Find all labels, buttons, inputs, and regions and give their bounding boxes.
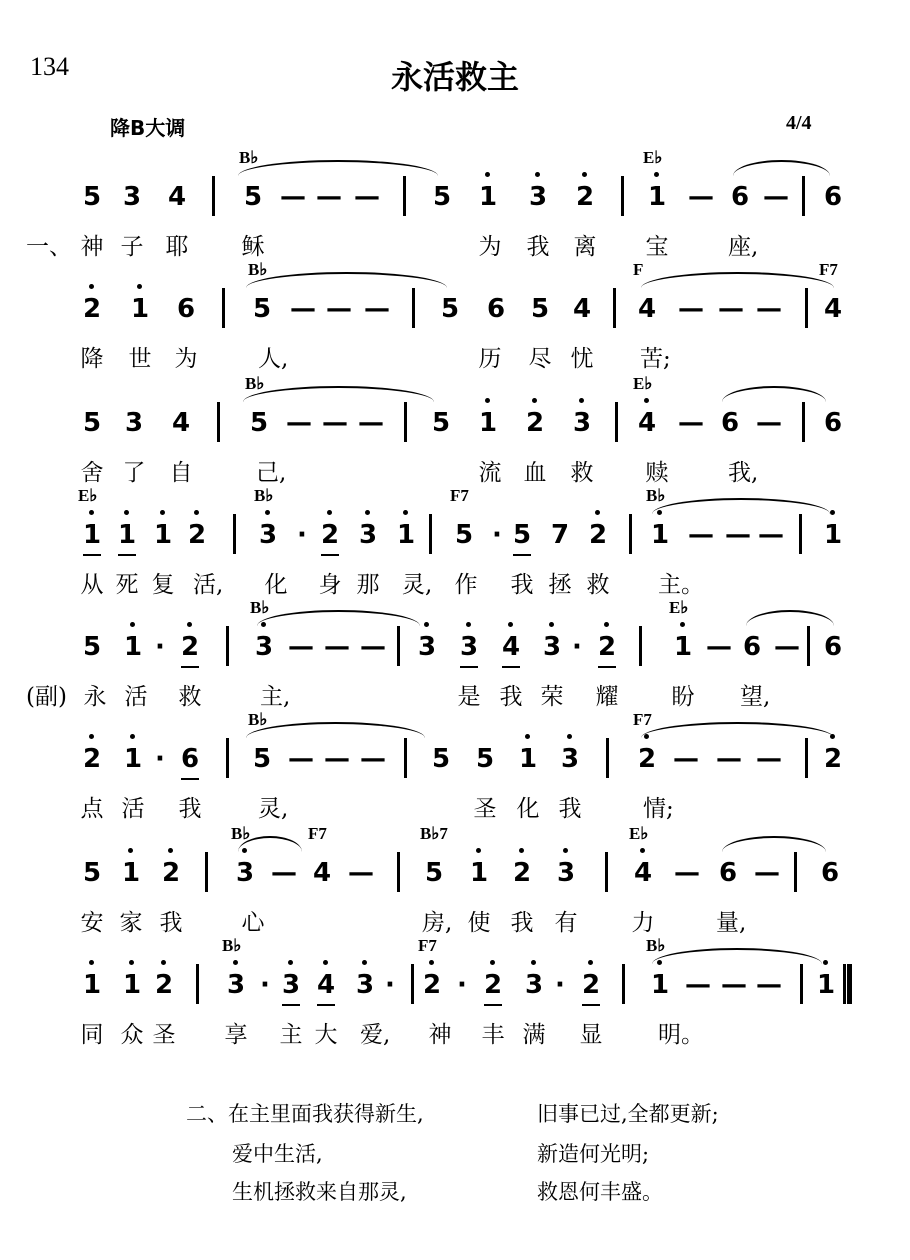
barline [233, 514, 236, 554]
note: 3 [252, 632, 276, 662]
staff-line [0, 936, 910, 1068]
note: 1 [128, 294, 152, 324]
lyric-syllable: 人, [258, 346, 289, 372]
lyric-syllable: 赎 [645, 460, 669, 486]
lyric-syllable: 量, [716, 910, 747, 936]
note: 6 [823, 408, 843, 438]
barline [615, 402, 618, 442]
time-signature: 4/4 [786, 112, 812, 134]
lyric-syllable: 为 [478, 234, 502, 260]
note: 2 [80, 744, 104, 774]
note: 2 [159, 858, 183, 888]
barline [629, 514, 632, 554]
barline [411, 964, 414, 1004]
lyric-syllable: 永 [83, 684, 107, 710]
lyric-syllable: 子 [120, 234, 144, 260]
dot: · [155, 632, 165, 662]
dot: · [492, 520, 502, 550]
note: 5 [82, 182, 102, 212]
barline [807, 626, 810, 666]
note: 5 [82, 408, 102, 438]
final-barline [843, 964, 852, 1004]
lyric-syllable: 盼 [671, 684, 695, 710]
barline [397, 852, 400, 892]
lyric-syllable: 我 [558, 796, 582, 822]
lyric-syllable: 化 [516, 796, 540, 822]
lyric-syllable: 化 [264, 572, 288, 598]
staff-line [0, 710, 910, 842]
lyric-syllable: 我 [178, 796, 202, 822]
staff-line [0, 486, 910, 618]
dash: — [756, 744, 782, 774]
note: 5 [432, 182, 452, 212]
lyric-syllable: 身 [318, 572, 342, 598]
barline [605, 852, 608, 892]
lyric-syllable: 稣 [241, 234, 265, 260]
lyric-syllable: 离 [573, 234, 597, 260]
chord-symbol: B♭ [239, 148, 259, 167]
lyric-syllable: 了 [122, 460, 146, 486]
chord-symbol: E♭ [629, 824, 649, 843]
dash: — [324, 632, 350, 662]
dash: — [756, 294, 782, 324]
note: 2 [80, 294, 104, 324]
note: 6 [486, 294, 506, 324]
barline [205, 852, 208, 892]
note: 2 [510, 858, 534, 888]
chord-symbol: F7 [819, 260, 838, 279]
lyric-syllable: 己, [256, 460, 287, 486]
lyric-syllable: 我 [510, 572, 534, 598]
note: 3 [540, 632, 564, 662]
lyric-syllable: 灵, [402, 572, 433, 598]
note: 5 [510, 520, 534, 550]
note: 2 [573, 182, 597, 212]
lyric-syllable: 有 [554, 910, 578, 936]
note: 3 [256, 520, 280, 550]
note: 5 [424, 858, 444, 888]
note: 3 [415, 632, 439, 662]
note: 4 [171, 408, 191, 438]
note: 5 [82, 632, 102, 662]
note: 4 [637, 294, 657, 324]
dash: — [288, 744, 314, 774]
chord-symbol: B♭ [245, 374, 265, 393]
lyric-syllable: 我, [728, 460, 759, 486]
lyric-syllable: 流 [478, 460, 502, 486]
dash: — [718, 294, 744, 324]
note: 6 [178, 744, 202, 774]
note: 3 [122, 182, 142, 212]
dash: — [360, 744, 386, 774]
lyric-syllable: 众 [120, 1022, 144, 1048]
chord-symbol: E♭ [78, 486, 98, 505]
lyric-syllable: 圣 [152, 1022, 176, 1048]
dash: — [758, 520, 784, 550]
chord-symbol: B♭ [646, 936, 666, 955]
note: 3 [124, 408, 144, 438]
dash: — [678, 294, 704, 324]
lyric-syllable: 是 [457, 684, 481, 710]
note: 6 [820, 858, 840, 888]
lyric-syllable: 尽 [528, 346, 552, 372]
note: 2 [178, 632, 202, 662]
dash: — [685, 970, 711, 1000]
lyric-syllable: 神 [80, 234, 104, 260]
barline [621, 176, 624, 216]
dot: · [155, 744, 165, 774]
lyric-syllable: 圣 [473, 796, 497, 822]
barline [217, 402, 220, 442]
barline [412, 288, 415, 328]
verse2-left: 爱中生活, [232, 1142, 323, 1166]
dash: — [673, 744, 699, 774]
dot: · [260, 970, 270, 1000]
verse2-right: 新造何光明; [537, 1142, 650, 1166]
dash: — [688, 182, 714, 212]
chord-symbol: B♭7 [420, 824, 448, 843]
dash: — [358, 408, 384, 438]
note: 1 [80, 970, 104, 1000]
lyric-syllable: 活 [124, 684, 148, 710]
lyric-syllable: 自 [169, 460, 193, 486]
barline [799, 514, 802, 554]
dash: — [354, 182, 380, 212]
dash: — [326, 294, 352, 324]
lyric-syllable: 点 [80, 796, 104, 822]
dash: — [674, 858, 700, 888]
lyric-syllable: 历 [478, 346, 502, 372]
barline [212, 176, 215, 216]
note: 3 [224, 970, 248, 1000]
dash: — [360, 632, 386, 662]
lyric-syllable: 忧 [570, 346, 594, 372]
note: 2 [595, 632, 619, 662]
note: 4 [631, 858, 655, 888]
note: 2 [586, 520, 610, 550]
note: 5 [530, 294, 550, 324]
note: 1 [151, 520, 175, 550]
dot: · [297, 520, 307, 550]
lyric-syllable: 耶 [165, 234, 189, 260]
note: 2 [821, 744, 845, 774]
barline [222, 288, 225, 328]
dash: — [288, 632, 314, 662]
note: 6 [730, 182, 750, 212]
note: 1 [120, 970, 144, 1000]
chord-symbol: E♭ [633, 374, 653, 393]
lyric-syllable: 那 [356, 572, 380, 598]
lyric-syllable: 力 [631, 910, 655, 936]
note: 6 [742, 632, 762, 662]
dash: — [716, 744, 742, 774]
note: 6 [720, 408, 740, 438]
chord-symbol: E♭ [643, 148, 663, 167]
dash: — [706, 632, 732, 662]
lyric-syllable: 心 [241, 910, 265, 936]
barline [404, 402, 407, 442]
note: 2 [185, 520, 209, 550]
lyric-syllable: 救 [586, 572, 610, 598]
note: 1 [671, 632, 695, 662]
note: 3 [279, 970, 303, 1000]
dash: — [756, 408, 782, 438]
barline [613, 288, 616, 328]
note: 1 [119, 858, 143, 888]
dash: — [721, 970, 747, 1000]
chord-symbol: F [633, 260, 644, 279]
chord-symbol: B♭ [254, 486, 274, 505]
dash: — [271, 858, 297, 888]
lyric-syllable: 神 [428, 1022, 452, 1048]
note: 1 [467, 858, 491, 888]
note: 6 [718, 858, 738, 888]
barline [403, 176, 406, 216]
lyric-syllable: 丰 [481, 1022, 505, 1048]
lyric-syllable: 为 [174, 346, 198, 372]
lyric-syllable: 拯 [548, 572, 572, 598]
note: 5 [249, 408, 269, 438]
lyric-syllable: 作 [454, 572, 478, 598]
note: 5 [431, 744, 451, 774]
dash: — [756, 970, 782, 1000]
lyric-syllable: 享 [224, 1022, 248, 1048]
lyric-syllable: 情; [643, 796, 674, 822]
note: 3 [356, 520, 380, 550]
note: 3 [353, 970, 377, 1000]
lyric-syllable: 救 [178, 684, 202, 710]
note: 5 [431, 408, 451, 438]
barline [606, 738, 609, 778]
barline [404, 738, 407, 778]
note: 3 [570, 408, 594, 438]
dash: — [286, 408, 312, 438]
note: 7 [550, 520, 570, 550]
lyric-syllable: 明。 [658, 1022, 704, 1048]
lyric-syllable: 活, [193, 572, 224, 598]
note: 1 [80, 520, 104, 550]
lyric-syllable: 救 [570, 460, 594, 486]
lyric-syllable: 从 [80, 572, 104, 598]
note: 6 [823, 182, 843, 212]
dash: — [688, 520, 714, 550]
dash: — [290, 294, 316, 324]
verse2-left: 生机拯救来自那灵, [232, 1180, 407, 1204]
note: 6 [823, 632, 843, 662]
note: 2 [318, 520, 342, 550]
note: 4 [312, 858, 332, 888]
barline [226, 738, 229, 778]
note: 4 [823, 294, 843, 324]
lyric-syllable: 显 [579, 1022, 603, 1048]
note: 1 [821, 520, 845, 550]
lyric-syllable: 灵, [258, 796, 289, 822]
staff-line [0, 148, 910, 280]
note: 5 [252, 744, 272, 774]
note: 5 [440, 294, 460, 324]
note: 5 [252, 294, 272, 324]
note: 4 [499, 632, 523, 662]
dot: · [555, 970, 565, 1000]
note: 2 [523, 408, 547, 438]
key-signature: 降B大调 [110, 116, 186, 140]
note: 4 [167, 182, 187, 212]
staff-line [0, 598, 910, 730]
lyric-syllable: 舍 [80, 460, 104, 486]
dash: — [348, 858, 374, 888]
note: 4 [635, 408, 659, 438]
barline [802, 402, 805, 442]
lyric-syllable: 一、 [26, 234, 72, 260]
note: 4 [572, 294, 592, 324]
dash: — [364, 294, 390, 324]
lyric-syllable: 爱, [360, 1022, 391, 1048]
verse2-right: 救恩何丰盛。 [537, 1180, 663, 1204]
note: 6 [176, 294, 196, 324]
barline [800, 964, 803, 1004]
chord-symbol: F7 [418, 936, 437, 955]
dash: — [678, 408, 704, 438]
lyric-syllable: 家 [119, 910, 143, 936]
note: 1 [648, 520, 672, 550]
note: 2 [481, 970, 505, 1000]
tie [733, 160, 830, 176]
note: 1 [814, 970, 838, 1000]
lyric-syllable: 我 [499, 684, 523, 710]
dash: — [280, 182, 306, 212]
lyric-syllable: (副) [26, 684, 67, 710]
staff-line [0, 824, 910, 956]
lyric-syllable: 世 [128, 346, 152, 372]
note: 1 [115, 520, 139, 550]
song-title: 永活救主 [390, 58, 519, 96]
note: 1 [394, 520, 418, 550]
lyric-syllable: 死 [115, 572, 139, 598]
barline [805, 288, 808, 328]
note: 2 [635, 744, 659, 774]
barline [802, 176, 805, 216]
lyric-syllable: 座, [728, 234, 759, 260]
note: 3 [233, 858, 257, 888]
lyric-syllable: 我 [526, 234, 550, 260]
note: 2 [152, 970, 176, 1000]
lyric-syllable: 复 [151, 572, 175, 598]
tie [238, 160, 438, 176]
note: 5 [82, 858, 102, 888]
note: 3 [554, 858, 578, 888]
note: 1 [121, 632, 145, 662]
verse2-left: 二、在主里面我获得新生, [186, 1102, 424, 1126]
lyric-syllable: 宝 [645, 234, 669, 260]
dash: — [763, 182, 789, 212]
lyric-syllable: 房, [422, 910, 453, 936]
lyric-syllable: 血 [523, 460, 547, 486]
note: 1 [645, 182, 669, 212]
verse2-right: 旧事已过,全都更新; [537, 1102, 719, 1126]
barline [196, 964, 199, 1004]
lyric-syllable: 主。 [658, 572, 704, 598]
chord-symbol: B♭ [248, 260, 268, 279]
chord-symbol: B♭ [646, 486, 666, 505]
note: 3 [457, 632, 481, 662]
dot: · [385, 970, 395, 1000]
note: 4 [314, 970, 338, 1000]
lyric-syllable: 满 [522, 1022, 546, 1048]
barline [622, 964, 625, 1004]
note: 5 [243, 182, 263, 212]
chord-symbol: F7 [633, 710, 652, 729]
dash: — [725, 520, 751, 550]
note: 5 [475, 744, 495, 774]
lyric-syllable: 安 [80, 910, 104, 936]
note: 1 [476, 182, 500, 212]
chord-symbol: B♭ [250, 598, 270, 617]
lyric-syllable: 大 [314, 1022, 338, 1048]
barline [794, 852, 797, 892]
barline [397, 626, 400, 666]
dash: — [754, 858, 780, 888]
dash: — [774, 632, 800, 662]
note: 1 [121, 744, 145, 774]
chord-symbol: E♭ [669, 598, 689, 617]
barline [226, 626, 229, 666]
dash: — [324, 744, 350, 774]
lyric-syllable: 主, [260, 684, 291, 710]
note: 1 [648, 970, 672, 1000]
barline [639, 626, 642, 666]
dash: — [316, 182, 342, 212]
note: 2 [420, 970, 444, 1000]
barline [805, 738, 808, 778]
chord-symbol: B♭ [231, 824, 251, 843]
lyric-syllable: 降 [80, 346, 104, 372]
page-number: 134 [30, 52, 69, 81]
note: 5 [454, 520, 474, 550]
note: 1 [516, 744, 540, 774]
lyric-syllable: 我 [510, 910, 534, 936]
lyric-syllable: 使 [467, 910, 491, 936]
chord-symbol: F7 [450, 486, 469, 505]
lyric-syllable: 我 [159, 910, 183, 936]
note: 2 [579, 970, 603, 1000]
note: 3 [522, 970, 546, 1000]
lyric-syllable: 苦; [640, 346, 671, 372]
note: 1 [476, 408, 500, 438]
chord-symbol: B♭ [222, 936, 242, 955]
dash: — [322, 408, 348, 438]
note: 3 [558, 744, 582, 774]
staff-line [0, 260, 910, 392]
lyric-syllable: 荣 [540, 684, 564, 710]
barline [429, 514, 432, 554]
lyric-syllable: 望, [740, 684, 771, 710]
dot: · [457, 970, 467, 1000]
chord-symbol: F7 [308, 824, 327, 843]
lyric-syllable: 同 [80, 1022, 104, 1048]
note: 3 [526, 182, 550, 212]
lyric-syllable: 主 [279, 1022, 303, 1048]
lyric-syllable: 耀 [595, 684, 619, 710]
dot: · [572, 632, 582, 662]
lyric-syllable: 活 [121, 796, 145, 822]
chord-symbol: B♭ [248, 710, 268, 729]
